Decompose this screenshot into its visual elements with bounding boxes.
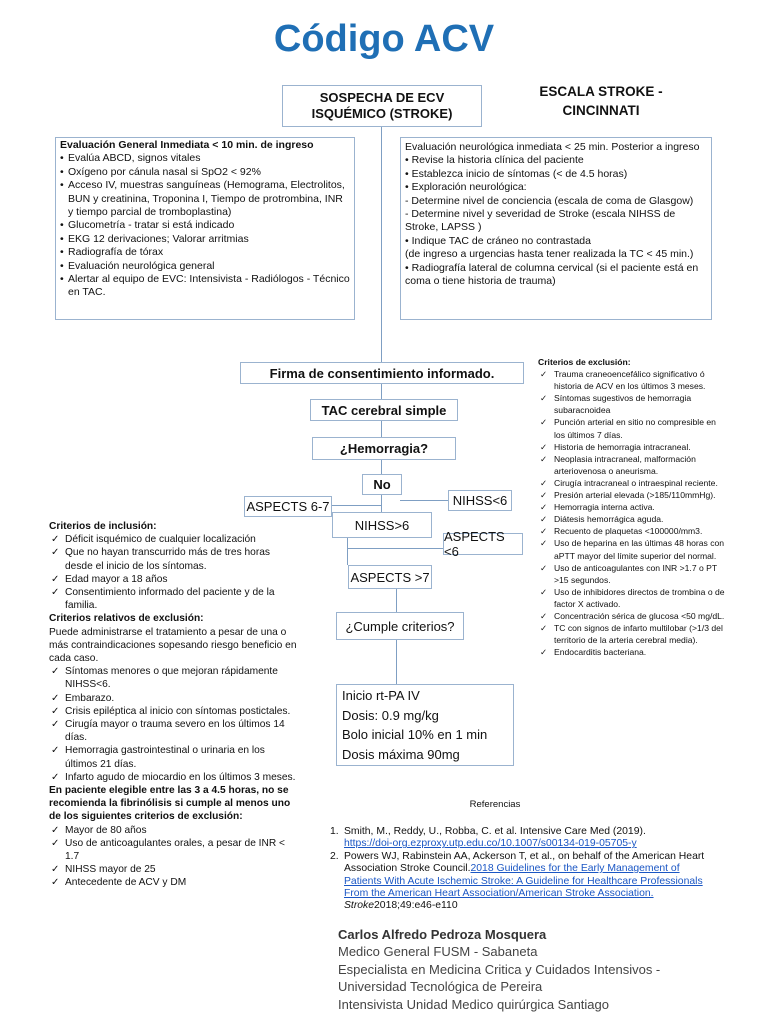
rtpa-line: Dosis: 0.9 mg/kg (342, 707, 439, 723)
author-line: Medico General FUSM - Sabaneta (338, 944, 538, 960)
eval-general-heading: Evaluación General Inmediata < 10 min. de ingreso (60, 139, 314, 151)
list-item: ✓ Embarazo. (49, 692, 299, 705)
firma-label: Firma de consentimiento informado. (269, 365, 495, 381)
list-item: • Evaluación neurológica general (60, 260, 350, 273)
list-item: ✓ Infarto agudo de miocardio en los últimos 3 meses. (49, 771, 299, 784)
eval-neuro-line: • Radiografía lateral de columna cervical (si el paciente está en coma o tiene historia de trauma) (405, 261, 699, 288)
list-item: ✓ NIHSS mayor de 25 (49, 863, 299, 876)
list-item: ✓ Diátesis hemorrágica aguda. (538, 513, 728, 525)
ventana-heading: En paciente elegible entre las 3 a 4.5 horas, no se recomienda la fibrinólisis si cumple al menos uno de los siguientes criterios de exclusión: (49, 785, 291, 823)
rtpa-line: Dosis máxima 90mg (342, 746, 460, 762)
eval-general-box (55, 137, 355, 320)
eval-neuro-line: • Establezca inicio de síntomas (< de 4.5 horas) (405, 167, 628, 180)
list-item: ✓ Síntomas sugestivos de hemorragia subaracnoidea (538, 392, 728, 416)
author-line: Intensivista Unidad Medico quirúrgica Santiago (338, 996, 609, 1012)
hemorragia-label: ¿Hemorragia? (339, 441, 429, 456)
ref1-link[interactable]: https://doi-org.ezproxy.utp.edu.co/10.1007/s00134-019-05705-y (344, 838, 637, 850)
list-item: • EKG 12 derivaciones; Valorar arritmias (60, 233, 350, 246)
list-item: ✓ Mayor de 80 años (49, 824, 299, 837)
relativos-intro: Puede administrarse el tratamiento a pesar de una o más contraindicaciones sopesando riesgo beneficio en cada caso. (49, 626, 297, 665)
exclusion-criteria (538, 356, 728, 658)
cumple-label: ¿Cumple criterios? (345, 618, 455, 634)
list-item: ✓ Que no hayan transcurrido más de tres horas desde el inicio de los síntomas. (49, 546, 299, 572)
list-item: • Glucometría - tratar si está indicado (60, 219, 350, 232)
list-item: ✓ TC con signos de infarto multilobar (>1/3 del territorio de la arteria cerebral media). (538, 622, 728, 646)
sospecha-label: SOSPECHA DE ECV ISQUÉMICO (STROKE) (311, 90, 453, 121)
page-title: Código ACV (273, 18, 495, 60)
referencias-heading: Referencias (469, 799, 521, 810)
list-item: • Radiografía de tórax (60, 246, 350, 259)
nihss-gt6-box (332, 512, 432, 538)
exclusion-heading: Criterios de exclusión: (538, 357, 631, 367)
list-item: ✓ Concentración sérica de glucosa <50 mg/dL. (538, 610, 728, 622)
cumple-box (336, 612, 464, 640)
list-item: ✓ Punción arterial en sitio no compresible en los últimos 7 días. (538, 416, 728, 440)
no-box (362, 474, 402, 495)
rtpa-line: Bolo inicial 10% en 1 min (342, 727, 488, 742)
author-name: Carlos Alfredo Pedroza Mosquera (338, 927, 547, 942)
list-item: ✓ Cirugía mayor o trauma severo en los últimos 14 días. (49, 718, 299, 744)
hemorragia-box (312, 437, 456, 460)
tac-label: TAC cerebral simple (321, 402, 447, 418)
eval-neuro-line: - Determine nivel de conciencia (escala de coma de Glasgow) (405, 194, 694, 207)
connector (332, 505, 382, 506)
list-item: • Acceso IV, muestras sanguíneas (Hemograma, Electrolitos, BUN y creatinina, Troponina I, Tiempo de protrombina, INR y tiempo parcial de tromboplastina) (60, 179, 350, 219)
list-item: ✓ Edad mayor a 18 años (49, 573, 299, 586)
connector (396, 640, 397, 684)
eval-neuro-line: (de ingreso a urgencias hasta tener realizada la TC < 45 min.) (405, 248, 694, 261)
references-list (330, 826, 714, 913)
list-item: ✓ Uso de anticoagulantes orales, a pesar de INR < 1.7 (49, 837, 299, 863)
left-criteria (49, 520, 299, 890)
aspects-lt6-label: ASPECTS <6 (444, 529, 505, 559)
list-item: ✓ Uso de anticoagulantes con INR >1.7 o PT >15 segundos. (538, 562, 728, 586)
rtpa-line: Inicio rt-PA IV (342, 688, 420, 703)
list-item: • Evalúa ABCD, signos vitales (60, 152, 350, 165)
connector (381, 459, 382, 475)
list-item: ✓ Consentimiento informado del paciente y de la familia. (49, 586, 299, 612)
sospecha-box (282, 85, 482, 127)
author-line: Especialista en Medicina Critica y Cuidados Intensivos - Universidad Tecnológica de Pereira (338, 961, 661, 995)
list-item: ✓ Cirugía intracraneal o intraespinal reciente. (538, 477, 728, 489)
eval-neuro-line: - Determine nivel y severidad de Stroke (escala NIHSS de Stroke, LAPSS ) (405, 208, 676, 234)
connector (381, 383, 382, 399)
connector (347, 537, 348, 565)
eval-neuro-line: • Revise la historia clínica del paciente (405, 154, 584, 167)
eval-neuro-box (400, 137, 712, 320)
list-item: ✓ Déficit isquémico de cualquier localización (49, 533, 299, 546)
list-item: ✓ Síntomas menores o que mejoran rápidamente NIHSS<6. (49, 665, 299, 691)
ref2-prefix: Powers WJ, Rabinstein AA, Ackerson T, et al., on behalf of the American Heart Association Stroke Council. (344, 850, 705, 875)
list-item: ✓ Antecedente de ACV y DM (49, 876, 299, 889)
firma-box (240, 362, 524, 384)
rtpa-box (336, 684, 514, 766)
connector (381, 494, 382, 512)
ref2-journal: Stroke (344, 900, 375, 912)
aspects-6-7-box (244, 496, 332, 517)
aspects-6-7-label: ASPECTS 6-7 (246, 499, 330, 514)
reference-item: 2. Powers WJ, Rabinstein AA, Ackerson T, et al., on behalf of the American Heart Association Stroke Council.2018 Guidelines for the Early Management of Patients With Acute Ischemic Stroke: A Guideline for Healthcare Professionals From the American Heart Association/American Stroke Association. Stroke2018;49:e46-e110 (330, 850, 705, 912)
connector (396, 588, 397, 612)
aspects-gt7-box (348, 565, 432, 589)
ref1-text: Smith, M., Reddy, U., Robba, C. et al. Intensive Care Med (2019). (344, 826, 646, 837)
list-item: • Oxígeno por cánula nasal si SpO2 < 92% (60, 166, 350, 179)
connector (400, 500, 448, 501)
list-item: ✓ Hemorragia gastrointestinal o urinaria en los últimos 21 días. (49, 744, 299, 770)
ref2-link[interactable]: 2018 Guidelines for the Early Management of Patients With Acute Ischemic Stroke: A Guideline for Healthcare Professionals From the American Heart Association/American Stroke Association. (344, 863, 703, 900)
nihss-lt6-label: NIHSS<6 (452, 493, 508, 508)
eval-neuro-line: • Exploración neurológica: (405, 181, 527, 194)
list-item: ✓ Endocarditis bacteriana. (538, 646, 728, 658)
connector (381, 420, 382, 438)
list-item: ✓ Historia de hemorragia intracraneal. (538, 441, 728, 453)
list-item: ✓ Crisis epiléptica al inicio con síntomas postictales. (49, 705, 299, 718)
connector (381, 126, 382, 362)
nihss-lt6-box (448, 490, 512, 511)
list-item: ✓ Uso de heparina en las últimas 48 horas con aPTT mayor del límite superior del normal. (538, 537, 728, 561)
aspects-gt7-label: ASPECTS >7 (350, 569, 430, 585)
author-block (338, 926, 718, 1013)
list-item: ✓ Neoplasia intracraneal, malformación arteriovenosa o aneurisma. (538, 453, 728, 477)
eval-neuro-heading: Evaluación neurológica inmediata < 25 min. Posterior a ingreso (405, 141, 700, 153)
aspects-lt6-box (443, 529, 523, 559)
eval-neuro-line: • Indique TAC de cráneo no contrastada (405, 234, 591, 247)
list-item: ✓ Recuento de plaquetas <100000/mm3. (538, 525, 728, 537)
connector (347, 548, 443, 549)
list-item: ✓ Uso de inhibidores directos de trombina o de factor X activado. (538, 586, 728, 610)
relativos-heading: Criterios relativos de exclusión: (49, 613, 204, 625)
reference-item: 1. Smith, M., Reddy, U., Robba, C. et al. Intensive Care Med (2019). https://doi-org.ezproxy.utp.edu.co/10.1007/s00134-019-05705-y (330, 826, 646, 850)
ref2-suffix: 2018;49:e46-e110 (374, 900, 458, 912)
tac-box (310, 399, 458, 421)
list-item: ✓ Presión arterial elevada (>185/110mmHg). (538, 489, 728, 501)
list-item: • Alertar al equipo de EVC: Intensivista - Radiólogos - Técnico en TAC. (60, 273, 350, 300)
escala-label: ESCALA STROKE - CINCINNATI (539, 84, 663, 118)
nihss-gt6-label: NIHSS>6 (354, 517, 410, 533)
list-item: ✓ Hemorragia interna activa. (538, 501, 728, 513)
list-item: ✓ Trauma craneoencefálico significativo ó historia de ACV en los últimos 3 meses. (538, 368, 728, 392)
inclusion-heading: Criterios de inclusión: (49, 521, 157, 532)
no-label: No (373, 477, 391, 492)
